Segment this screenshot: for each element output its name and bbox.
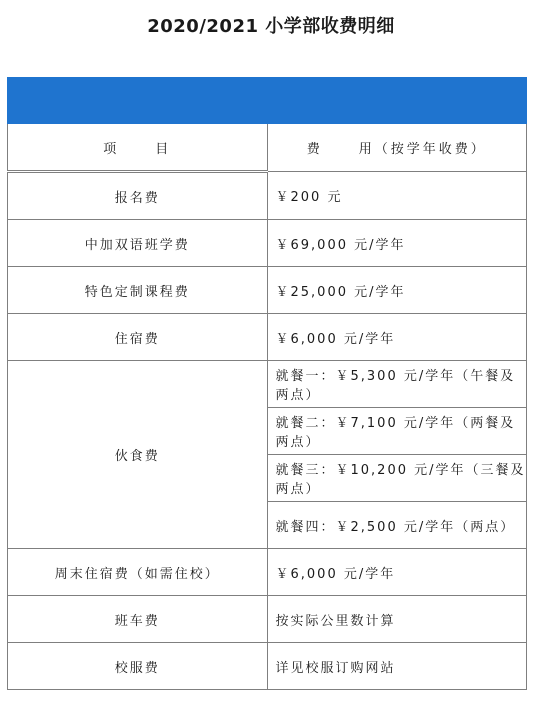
table-row [8,267,527,314]
meal-option: 就餐三：￥10,200 元/学年（三餐及两点） [267,455,527,502]
table-row [8,643,527,690]
header-band-cell [8,78,527,124]
table-row [8,314,527,361]
page-title: 2020/2021 小学部收费明细 [147,16,395,37]
table-row [8,220,527,267]
row-item: 校服费 [8,643,268,690]
table-row [8,596,527,643]
row-item: 班车费 [8,596,268,643]
row-fee: ￥200 元 [267,172,527,220]
table-row-meal [8,361,527,408]
row-fee: ￥25,000 元/学年 [267,267,527,314]
row-item: 住宿费 [8,314,268,361]
row-fee: 详见校服订购网站 [267,643,527,690]
row-fee: 按实际公里数计算 [267,596,527,643]
row-item: 周末住宿费（如需住校） [8,549,268,596]
meal-option: 就餐二：￥7,100 元/学年（两餐及两点） [267,408,527,455]
meal-option: 就餐一：￥5,300 元/学年（午餐及两点） [267,361,527,408]
column-header-item [8,124,268,172]
table-header-row [8,124,527,172]
row-item: 报名费 [8,172,268,220]
table-row [8,549,527,596]
column-header-item-a: 项 [103,141,120,157]
table-header-band [8,78,527,124]
meal-item: 伙食费 [8,361,268,549]
row-fee: ￥6,000 元/学年 [267,549,527,596]
row-item: 特色定制课程费 [8,267,268,314]
column-header-fee-b: 用（按学年收费） [358,142,487,157]
table-row [8,172,527,220]
row-fee: ￥69,000 元/学年 [267,220,527,267]
column-header-fee [267,124,527,172]
fee-table [7,77,527,690]
column-header-item-b: 目 [155,141,172,157]
row-fee: ￥6,000 元/学年 [267,314,527,361]
row-item: 中加双语班学费 [8,220,268,267]
column-header-fee-a: 费 [306,142,323,157]
meal-option: 就餐四：￥2,500 元/学年（两点） [267,502,527,549]
